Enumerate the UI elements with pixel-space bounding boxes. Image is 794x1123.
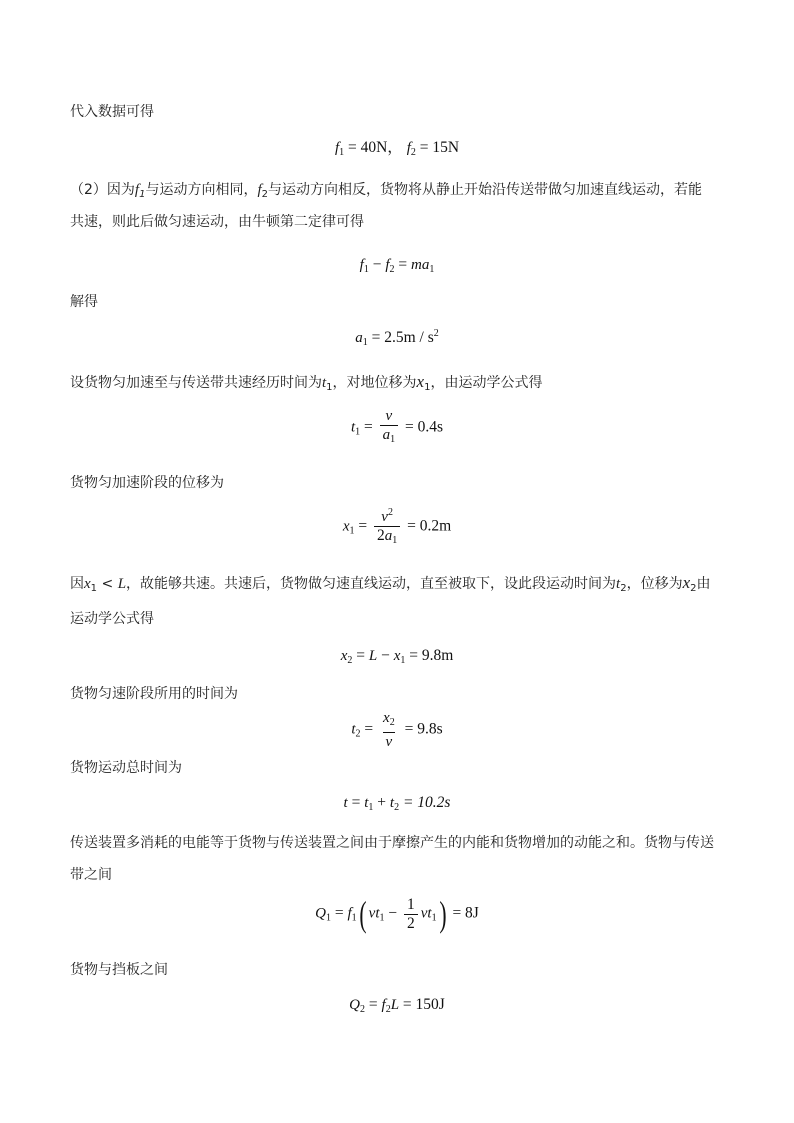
text-line: 货物与挡板之间 xyxy=(70,962,168,978)
text-line: 运动学公式得 xyxy=(70,611,154,627)
text-line: 传送装置多消耗的电能等于货物与传送装置之间由于摩擦产生的内能和货物增加的动能之和。货物与传送 xyxy=(70,835,714,851)
text-line: 货物匀速阶段所用的时间为 xyxy=(70,686,238,702)
equation-heat-q1: $Q_1 = f_1$( $vt_1$ − $\frac{1}{2}$ $vt_1) = 8J$ xyxy=(315,894,479,934)
text-line: 设货物匀加速至与传送带共速经历时间为$t_1$，对地位移为$x_1$，由运动学公式得 xyxy=(70,372,543,393)
text-line: （2）因为$f_1$与运动方向相同，$f_2$与运动方向相反，货物将从静止开始沿传送带做匀加速直线运动，若能 xyxy=(70,182,703,200)
fraction: $\frac{1}{2}$ xyxy=(404,897,418,932)
equation-displacement-x2: $x_2 = L - x_1 = 9.8m$ xyxy=(340,647,454,666)
fraction: $\frac{v^2}{2a_1}$ xyxy=(374,505,400,549)
equation-displacement-x1: $x_1$ = $\frac{v^2}{2a_1}$ = 0.2m xyxy=(0,505,794,549)
text-line: 因$x_1 < L$，故能够共速。共速后，货物做匀速直线运动，直至被取下，设此段运动时间为$t_2$，位移为$x_2$由 xyxy=(70,573,711,594)
text-line: 带之间 xyxy=(70,867,112,883)
equation-total-time: $t = t_1 + t_2 = 10.2s$ xyxy=(343,794,451,813)
text-line: 货物运动总时间为 xyxy=(70,760,182,776)
equation-acceleration: $a_1 = 2.5m / s^2$ xyxy=(355,328,439,348)
text-line: 解得 xyxy=(70,294,98,310)
text-line: 共速，则此后做匀速运动，由牛顿第二定律可得 xyxy=(70,214,364,230)
equation-heat-q2: $Q_2 = f_2L = 150J$ xyxy=(349,996,445,1015)
equation-friction-values: $f_1 = 40N$， $f_2 = 15N$ xyxy=(334,139,460,158)
text-line: 代入数据可得 xyxy=(70,104,154,120)
fraction: $\frac{v}{a_1}$ xyxy=(380,408,399,448)
text-line: 货物匀加速阶段的位移为 xyxy=(70,475,224,491)
fraction: $\frac{x_2}{v}$ xyxy=(383,710,395,750)
equation-newton-second-law: $f_1 - f_2 = ma_1$ xyxy=(359,256,435,275)
equation-time-t1: $t_1$ = $\frac{v}{a_1}$ = 0.4s xyxy=(0,408,794,448)
equation-time-t2: $t_2$ = $\frac{x_2}{v}$ = 9.8s xyxy=(351,710,443,750)
